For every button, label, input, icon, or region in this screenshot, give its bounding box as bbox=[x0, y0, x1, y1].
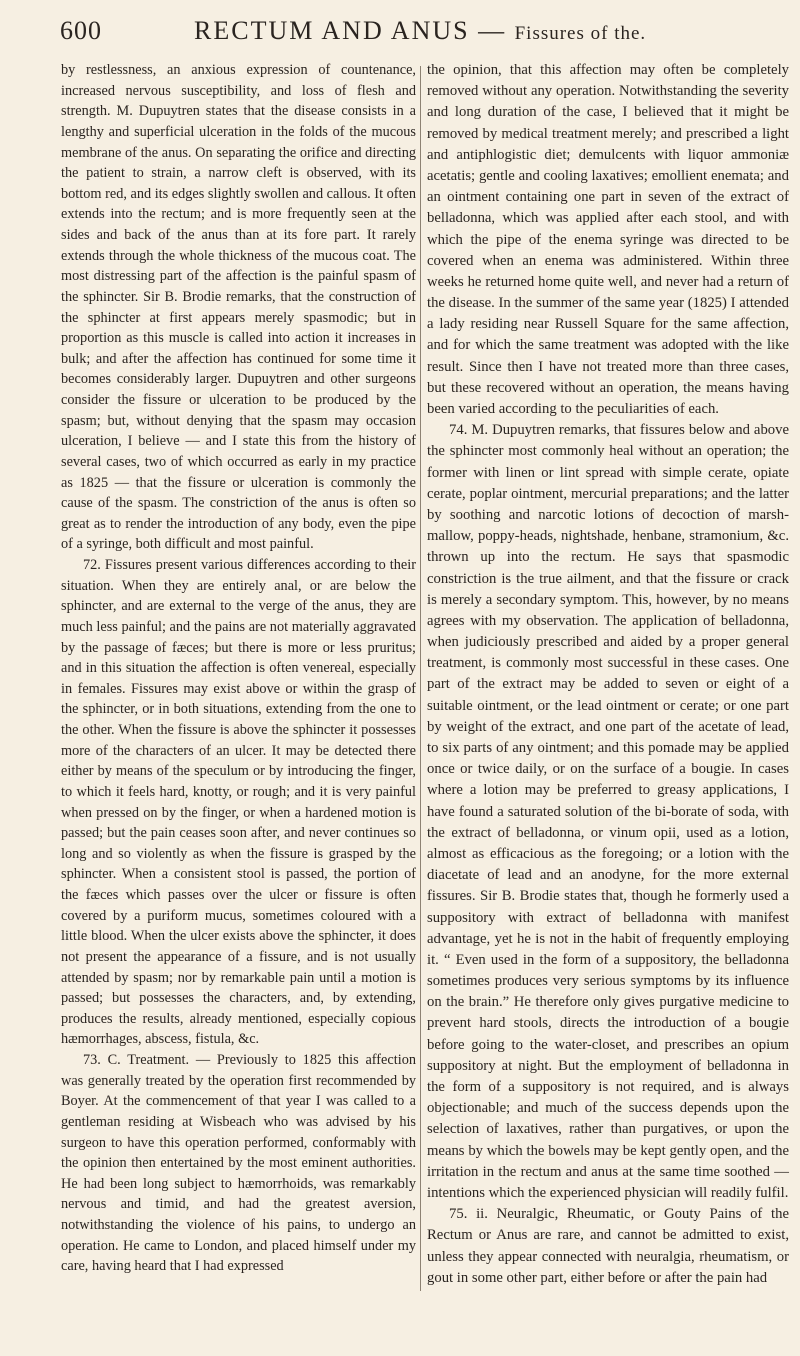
running-header bbox=[60, 14, 788, 54]
paragraph-continued-right: the opinion, that this affection may often be completely removed without any operation. Notwithstanding the severity and long duration of the case, I believed that it might be removed by medical treatment merely; and prescribed a light and antiphlogistic diet; demulcents with liquor ammoniæ acetatis; gentle and cooling laxatives; emollient enemata; and an ointment containing one part in seven of the extract of belladonna, which was applied after each stool, and with which the pipe of the enema syringe was directed to be covered when an enema was administered. Within three weeks he returned home quite well, and never had a return of the disease. In the summer of the same year (1825) I attended a lady residing near Russell Square for the same affection, and for which the same treatment was adopted with the like result. Since then I have not treated more than three cases, but these recovered without an operation, the means having been varied according to the peculiarities of each. bbox=[427, 62, 789, 417]
paragraph-continued: by restlessness, an anxious expression of countenance, increased nervous susceptibility, and loss of flesh and strength. M. Dupuytren states that the disease consists in a lengthy and superficial ulceration in the folds of the mucous membrane of the anus. On separating the orifice and directing the patient to strain, a narrow cleft is observed, with its bottom red, and its edges slightly swollen and callous. It often extends into the rectum; and is more frequently seen at the sides and back of the anus than at its fore part. It rarely extends through the whole thickness of the mucous coat. The most distressing part of the affection is the painful spasm of the sphincter. Sir B. Brodie remarks, that the construction of the sphincter at first appears merely spasmodic; but in proportion as this muscle is called into action it increases in bulk; and after the affection has continued for some time it becomes considerably larger. Dupuytren and other surgeons consider the fissure or ulceration to be produced by the spasm; but, without denying that the spasm may occasion ulceration, I believe — and I state this from the history of several cases, two of which occurred as early in my practice as 1825 — that the fissure or ulceration is commonly the cause of the spasm. The constriction of the anus is often so great as to render the introduction of any body, even the pipe of a syringe, both difficult and most painful. bbox=[61, 62, 416, 553]
paragraph-75: 75. ii. Neuralgic, Rheumatic, or Gouty Pains of the Rectum or Anus are rare, and cannot be admitted to exist, unless they appear connected with neuralgia, rheumatism, or gout in some other part, either before or after the pain had bbox=[427, 1206, 789, 1286]
page-number: 600 bbox=[60, 16, 102, 45]
running-title bbox=[194, 16, 646, 46]
paragraph-74: 74. M. Dupuytren remarks, that fissures below and above the sphincter most commonly heal without an operation; the former with linen or lint spread with simple cerate, opiate cerate, poplar ointment, mercurial preparations; and the latter by soothing and narcotic lotions of decoction of marsh-mallow, poppy-heads, nightshade, henbane, stramonium, &c. thrown up into the rectum. He says that spasmodic constriction is the true ailment, and that the fissure or crack is merely a secondary symptom. This, however, by no means agrees with my observation. The application of belladonna, when judiciously prescribed and aided by a proper general treatment, is commonly most successful in these cases. One part of the extract may be added to seven or eight of a suitable ointment, or the lead ointment or cerate; or one part by weight of the extract, and one part of the acetate of lead, to six parts of any ointment; and this pomade may be applied once or twice daily, or on the surface of a bougie. In cases where a lotion may be preferred to greasy applications, I have found a saturated solution of the bi-borate of soda, with the extract of belladonna, or vinum opii, used as a lotion, almost as efficacious as the foregoing; or a lotion with the diacetate of lead and an anodyne, for the more external fissures. Sir B. Brodie states that, though he formerly used a suppository with extract of belladonna with manifest advantage, yet he is not in the habit of frequently employing it. “ Even used in the form of a suppository, the belladonna sometimes produces very serious symptoms by its influence on the brain.” He therefore only gives purgative medicine to prevent hard stools, directs the introduction of a bougie before going to the water-closet, and prescribes an opium suppository at night. But the employment of belladonna in the form of a suppository is not required, and is always objectionable; and much of the success depends upon the selection of laxatives, rather than purgatives, or upon the means by which the bowels may be kept gently open, and the irritation in the rectum and anus at the same time soothed — intentions which the experienced physician will readily fulfil. bbox=[427, 422, 789, 1201]
running-title-main: RECTUM AND ANUS — bbox=[194, 16, 515, 45]
text-columns bbox=[61, 60, 795, 1300]
paragraph-73: 73. C. Treatment. — Previously to 1825 this affection was generally treated by the operation first recommended by Boyer. At the commencement of that year I was called to a gentleman residing at Wisbeach who was advised by his surgeon to have this operation performed, conformably with the opinion then entertained by the most eminent authorities. He had been long subject to hæmorrhoids, was remarkably nervous and timid, and had the greatest aversion, notwithstanding the violence of his pains, to undergo an operation. He came to London, and placed himself under my care, having heard that I had expressed bbox=[61, 1052, 416, 1275]
left-column bbox=[61, 60, 416, 1277]
right-column bbox=[427, 60, 789, 1289]
column-divider bbox=[420, 66, 421, 1291]
running-title-sub: Fissures of the. bbox=[514, 23, 647, 44]
paragraph-72: 72. Fissures present various differences according to their situation. When they are entirely anal, or are below the sphincter, and are external to the verge of the anus, they are much less painful; and the pains are not materially aggravated by the passage of fæces; but there is more or less pruritus; and in this situation the affection is often venereal, especially in females. Fissures may exist above or within the grasp of the sphincter, or in both situations, extending from the one to the other. When the fissure is above the sphincter it possesses more of the characters of an ulcer. It may be detected there either by means of the speculum or by introducing the finger, to which it feels hard, knotty, or rough; and it is very painful when pressed on by the finger, or when a hardened motion is passed; but the pain ceases soon after, and never continues so long and so violently as when the fissure is grasped by the sphincter. When a consistent stool is passed, the portion of the fæces which passes over the ulcer or fissure is often covered by a puriform mucus, sometimes coloured with a little blood. When the ulcer exists above the sphincter, it does not present the appearance of a fissure, and is not usually attended by spasm; nor by remarkable pain until a motion is passed; but possesses the characters, and, by extending, produces the results, already mentioned, especially copious hæmorrhages, abscess, fistula, &c. bbox=[61, 557, 416, 1048]
